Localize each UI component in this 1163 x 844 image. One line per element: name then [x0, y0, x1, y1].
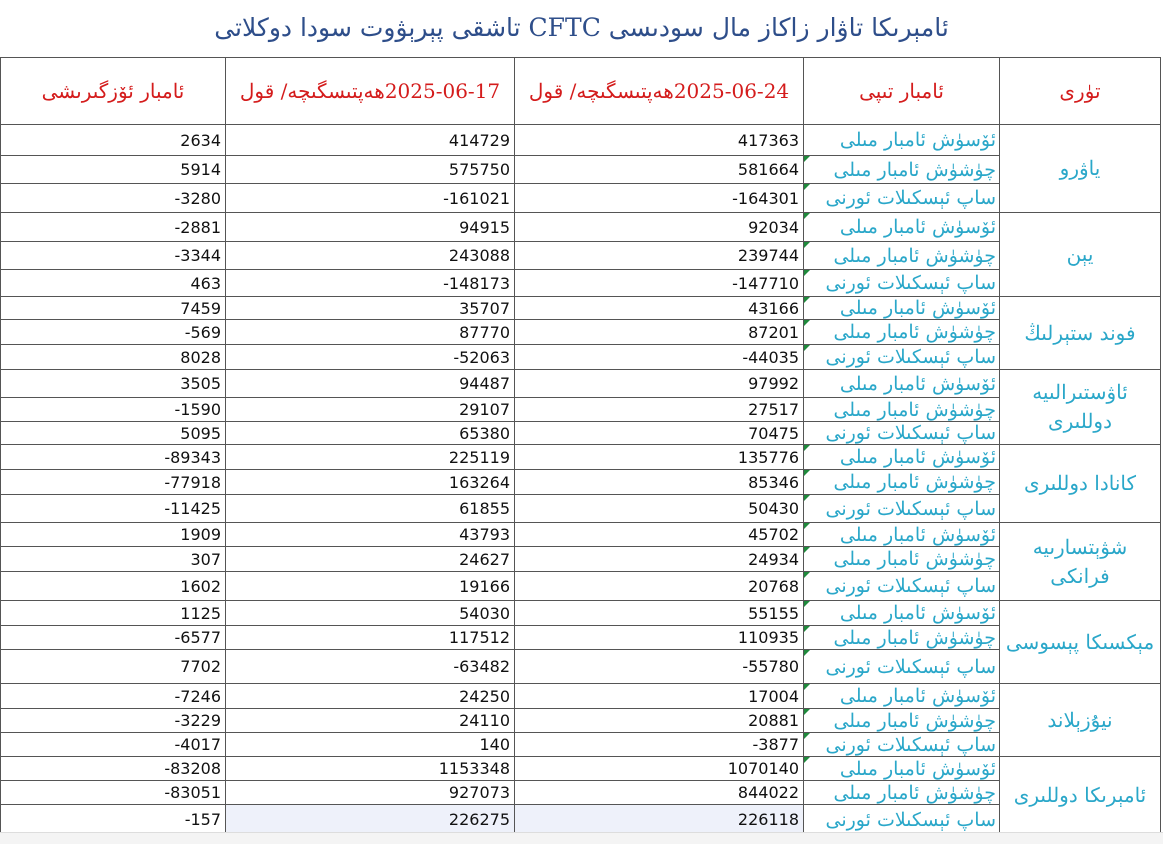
- table-row: [1, 805, 1161, 835]
- table-row: [1, 184, 1161, 213]
- table-row: [1, 320, 1161, 345]
- currency-cell: ياۋرو: [1000, 125, 1161, 213]
- header-position-type: ئامبار تىپى: [804, 58, 1000, 125]
- value-change: -1590: [1, 398, 226, 422]
- table-row: [1, 757, 1161, 781]
- header-change: ئامبار ئۆزگىرىشى: [1, 58, 226, 125]
- header-currency: تۈرى: [1000, 58, 1161, 125]
- value-change: -569: [1, 320, 226, 345]
- value-week-0624: 24934: [515, 547, 804, 572]
- value-week-0617: 87770: [226, 320, 515, 345]
- value-week-0624: 239744: [515, 242, 804, 270]
- currency-cell: كانادا دوللىرى: [1000, 445, 1161, 523]
- value-week-0617: 140: [226, 733, 515, 757]
- position-type-cell: ساپ ئېسكىلات ئورنى: [804, 805, 1000, 835]
- value-week-0617: 414729: [226, 125, 515, 156]
- table-row: [1, 572, 1161, 601]
- table-row: [1, 125, 1161, 156]
- value-week-0624: -44035: [515, 345, 804, 370]
- value-change: -157: [1, 805, 226, 835]
- value-week-0617: 226275: [226, 805, 515, 835]
- value-week-0617: 243088: [226, 242, 515, 270]
- position-type-cell: ئۆسۈش ئامبار مىلى: [804, 125, 1000, 156]
- value-week-0624: 226118: [515, 805, 804, 835]
- value-week-0624: 97992: [515, 370, 804, 398]
- report-title: ئامېرىكا تاۋار زاكاز مال سودىسى CFTC تاشقى پېرېۋوت سودا دوكلاتى: [214, 13, 949, 42]
- value-week-0624: 70475: [515, 422, 804, 445]
- value-week-0624: 20881: [515, 709, 804, 733]
- table-row: [1, 650, 1161, 684]
- value-week-0617: 117512: [226, 626, 515, 650]
- table-row: [1, 445, 1161, 470]
- position-type-cell: چۈشۈش ئامبار مىلى: [804, 398, 1000, 422]
- position-type-cell: ساپ ئېسكىلات ئورنى: [804, 422, 1000, 445]
- currency-cell: ئامېرىكا دوللىرى: [1000, 757, 1161, 835]
- table-row: [1, 547, 1161, 572]
- value-week-0624: -164301: [515, 184, 804, 213]
- value-change: -3229: [1, 709, 226, 733]
- value-week-0617: 225119: [226, 445, 515, 470]
- value-change: 5914: [1, 156, 226, 184]
- value-week-0624: 135776: [515, 445, 804, 470]
- value-week-0617: 94915: [226, 213, 515, 242]
- table-row: [1, 470, 1161, 495]
- header-week-0617: 2025-06-17ھەپتىسگىچە/ قول: [226, 58, 515, 125]
- value-week-0617: -161021: [226, 184, 515, 213]
- value-week-0624: 20768: [515, 572, 804, 601]
- value-week-0624: 87201: [515, 320, 804, 345]
- header-row: [1, 58, 1161, 125]
- table-row: [1, 422, 1161, 445]
- position-type-cell: ئۆسۈش ئامبار مىلى: [804, 523, 1000, 547]
- table-row: [1, 242, 1161, 270]
- position-type-cell: ساپ ئېسكىلات ئورنى: [804, 495, 1000, 523]
- table-row: [1, 345, 1161, 370]
- value-change: -3344: [1, 242, 226, 270]
- currency-cell: نيۇزېلاند: [1000, 684, 1161, 757]
- table-row: [1, 213, 1161, 242]
- value-change: 8028: [1, 345, 226, 370]
- value-week-0617: 575750: [226, 156, 515, 184]
- value-week-0624: 43166: [515, 297, 804, 320]
- position-type-cell: ئۆسۈش ئامبار مىلى: [804, 757, 1000, 781]
- table-row: [1, 270, 1161, 297]
- value-week-0624: -3877: [515, 733, 804, 757]
- position-type-cell: ساپ ئېسكىلات ئورنى: [804, 270, 1000, 297]
- header-week-0624: 2025-06-24ھەپتىسگىچە/ قول: [515, 58, 804, 125]
- position-type-cell: ساپ ئېسكىلات ئورنى: [804, 572, 1000, 601]
- table-row: [1, 156, 1161, 184]
- value-week-0624: 844022: [515, 781, 804, 805]
- position-type-cell: ئۆسۈش ئامبار مىلى: [804, 213, 1000, 242]
- value-week-0617: 24250: [226, 684, 515, 709]
- value-week-0617: 65380: [226, 422, 515, 445]
- value-week-0624: 55155: [515, 601, 804, 626]
- value-week-0624: 1070140: [515, 757, 804, 781]
- value-change: 1602: [1, 572, 226, 601]
- position-type-cell: ئۆسۈش ئامبار مىلى: [804, 370, 1000, 398]
- value-week-0624: -55780: [515, 650, 804, 684]
- value-change: -11425: [1, 495, 226, 523]
- value-week-0624: -147710: [515, 270, 804, 297]
- value-change: -2881: [1, 213, 226, 242]
- value-week-0624: 45702: [515, 523, 804, 547]
- position-type-cell: ساپ ئېسكىلات ئورنى: [804, 184, 1000, 213]
- value-week-0617: 1153348: [226, 757, 515, 781]
- value-week-0624: 110935: [515, 626, 804, 650]
- value-week-0617: 61855: [226, 495, 515, 523]
- currency-cell: فوند ستېرلىڭ: [1000, 297, 1161, 370]
- value-change: 307: [1, 547, 226, 572]
- table-row: [1, 495, 1161, 523]
- value-week-0617: -63482: [226, 650, 515, 684]
- position-type-cell: ساپ ئېسكىلات ئورنى: [804, 650, 1000, 684]
- position-type-cell: چۈشۈش ئامبار مىلى: [804, 709, 1000, 733]
- table-body: [1, 125, 1161, 835]
- table-row: [1, 523, 1161, 547]
- value-week-0617: 19166: [226, 572, 515, 601]
- position-type-cell: ئۆسۈش ئامبار مىلى: [804, 601, 1000, 626]
- value-change: -3280: [1, 184, 226, 213]
- currency-cell: ئاۋستىرالىيە دوللىرى: [1000, 370, 1161, 445]
- position-type-cell: چۈشۈش ئامبار مىلى: [804, 156, 1000, 184]
- value-change: -6577: [1, 626, 226, 650]
- currency-cell: يېن: [1000, 213, 1161, 297]
- value-change: -77918: [1, 470, 226, 495]
- value-change: -89343: [1, 445, 226, 470]
- table-row: [1, 370, 1161, 398]
- table-row: [1, 781, 1161, 805]
- table-row: [1, 297, 1161, 320]
- table-row: [1, 709, 1161, 733]
- value-change: -4017: [1, 733, 226, 757]
- value-week-0617: -148173: [226, 270, 515, 297]
- value-week-0624: 27517: [515, 398, 804, 422]
- value-week-0617: 927073: [226, 781, 515, 805]
- value-change: 463: [1, 270, 226, 297]
- value-week-0617: -52063: [226, 345, 515, 370]
- position-type-cell: ئۆسۈش ئامبار مىلى: [804, 297, 1000, 320]
- currency-cell: شۋېتسارىيە فرانكى: [1000, 523, 1161, 601]
- value-change: 2634: [1, 125, 226, 156]
- value-change: 5095: [1, 422, 226, 445]
- value-week-0624: 50430: [515, 495, 804, 523]
- position-type-cell: چۈشۈش ئامبار مىلى: [804, 242, 1000, 270]
- value-change: 3505: [1, 370, 226, 398]
- position-type-cell: چۈشۈش ئامبار مىلى: [804, 470, 1000, 495]
- position-type-cell: ساپ ئېسكىلات ئورنى: [804, 733, 1000, 757]
- value-week-0624: 85346: [515, 470, 804, 495]
- value-week-0624: 92034: [515, 213, 804, 242]
- table-row: [1, 733, 1161, 757]
- table-row: [1, 626, 1161, 650]
- value-change: 7702: [1, 650, 226, 684]
- currency-cell: مېكسىكا پېسوسى: [1000, 601, 1161, 684]
- value-week-0617: 24627: [226, 547, 515, 572]
- table-row: [1, 398, 1161, 422]
- value-change: 1909: [1, 523, 226, 547]
- cot-report-table: [0, 57, 1161, 835]
- position-type-cell: چۈشۈش ئامبار مىلى: [804, 547, 1000, 572]
- position-type-cell: چۈشۈش ئامبار مىلى: [804, 320, 1000, 345]
- value-week-0617: 43793: [226, 523, 515, 547]
- value-week-0624: 581664: [515, 156, 804, 184]
- value-week-0624: 17004: [515, 684, 804, 709]
- value-week-0617: 54030: [226, 601, 515, 626]
- value-week-0617: 35707: [226, 297, 515, 320]
- value-week-0617: 94487: [226, 370, 515, 398]
- position-type-cell: چۈشۈش ئامبار مىلى: [804, 626, 1000, 650]
- position-type-cell: ئۆسۈش ئامبار مىلى: [804, 684, 1000, 709]
- value-week-0624: 417363: [515, 125, 804, 156]
- value-week-0617: 24110: [226, 709, 515, 733]
- table-row: [1, 684, 1161, 709]
- value-change: -7246: [1, 684, 226, 709]
- sheet-bottom-bar: [0, 832, 1163, 844]
- value-change: -83051: [1, 781, 226, 805]
- position-type-cell: چۈشۈش ئامبار مىلى: [804, 781, 1000, 805]
- position-type-cell: ئۆسۈش ئامبار مىلى: [804, 445, 1000, 470]
- value-change: 7459: [1, 297, 226, 320]
- value-week-0617: 163264: [226, 470, 515, 495]
- table-row: [1, 601, 1161, 626]
- value-change: -83208: [1, 757, 226, 781]
- value-week-0617: 29107: [226, 398, 515, 422]
- position-type-cell: ساپ ئېسكىلات ئورنى: [804, 345, 1000, 370]
- value-change: 1125: [1, 601, 226, 626]
